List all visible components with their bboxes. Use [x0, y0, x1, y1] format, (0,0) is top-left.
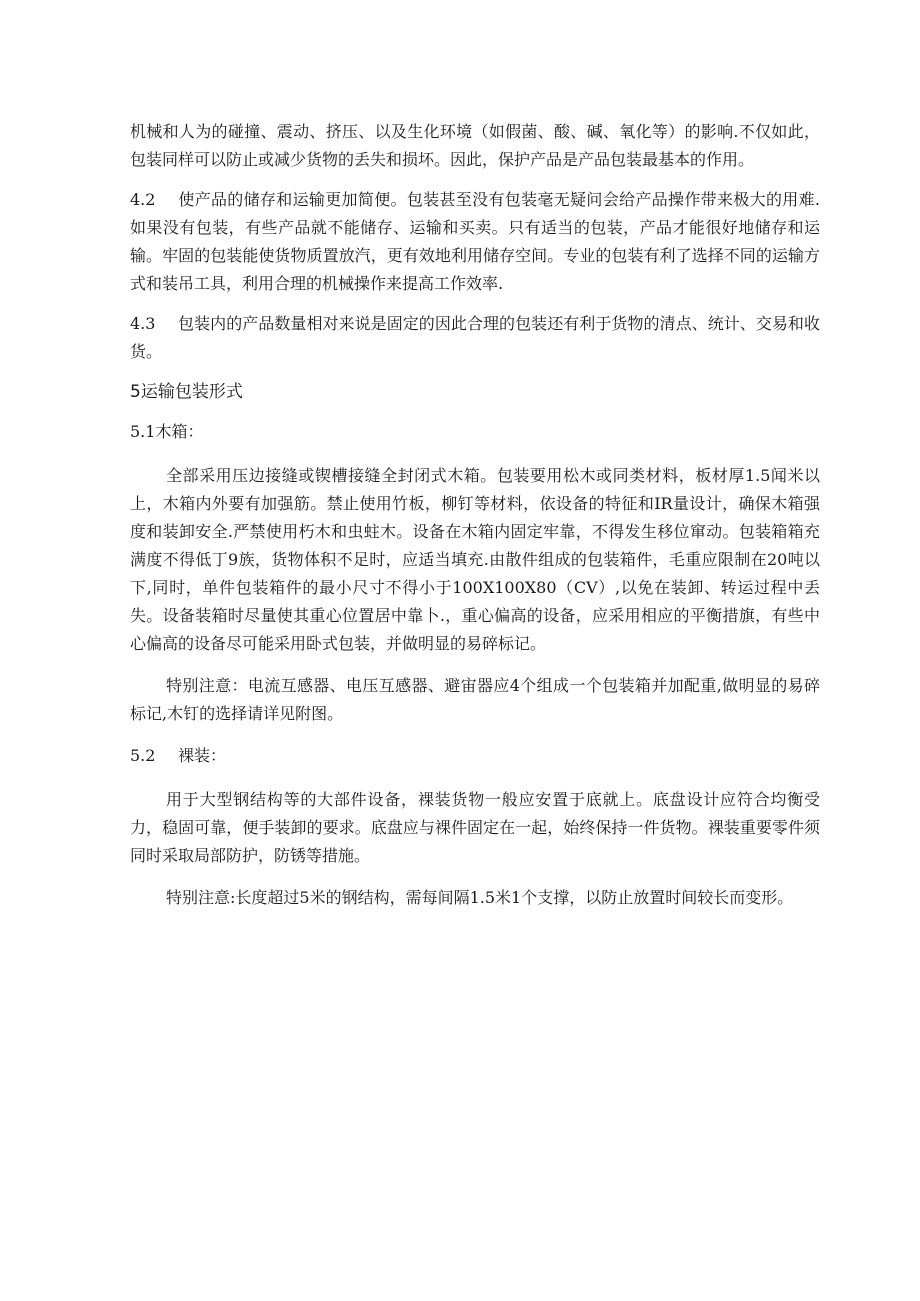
- section-5-1-body: 全部采用压边接缝或锲槽接缝全封闭式木箱。包装要用松木或同类材料，板材厚1.5闻米以上，木箱内外要有加强筋。禁止使用竹板，柳钉等材料，依设备的特征和IR量设计，确保木箱强度和装卸安全.严禁使用朽木和虫蛀木。设备在木箱内固定牢靠，不得发生移位窜动。包装箱箱充满度不得低丁9族，货物体积不足时，应适当填充.由散件组成的包装箱件，毛重应限制在20吨以下,同时，单件包装箱件的最小尺寸不得小于100X100X80（CV）,以免在装卸、转运过程中丢失。设备装箱时尽量使其重心位置居中靠卜.，重心偏高的设备，应采用相应的平衡措旗，有些中心偏高的设备尽可能采用卧式包装，并做明显的易碎标记。: [130, 466, 820, 653]
- intro-paragraph: 机械和人为的碰撞、震动、挤压、以及生化环境（如假菌、酸、碱、氧化等）的影响.不仅如此，包装同样可以防止或减少货物的丢失和损坏。因此，保护产品是产品包装最基本的作用。: [130, 122, 820, 169]
- document-page: [130, 118, 820, 926]
- section-5-2-note: 特别注意:长度超过5米的钢结构，需每间隔1.5米1个支撑，以防止放置时间较长而变形。: [166, 888, 794, 907]
- section-4-2-paragraph: [130, 186, 820, 298]
- section-5-1-heading: 5.1木箱：: [130, 422, 204, 441]
- section-5-heading: 5运输包装形式: [130, 382, 243, 402]
- section-5-2-number: 5.2: [130, 746, 156, 765]
- section-5-2-body: 用于大型钢结构等的大部件设备，裸装货物一般应安置于底就上。底盘设计应符合均衡受力，稳固可靠，便手装卸的要求。底盘应与裸件固定在一起，始终保持一件货物。裸装重要零件须同时采取局部防护，防锈等措施。: [130, 790, 820, 865]
- section-4-3-text: 包装内的产品数量相对来说是固定的因此合理的包装还有利于货物的清点、统计、交易和收货。: [130, 314, 820, 361]
- section-4-2-number: 4.2: [130, 190, 156, 209]
- section-5-1-note: 特别注意：电流互感器、电压互感器、避宙器应4个组成一个包装箱并加配重,做明显的易碎标记,木钉的选择请详见附图。: [130, 676, 820, 723]
- section-5-2-heading-line: [130, 742, 820, 770]
- section-4-2-text: 使产品的储存和运输更加简便。包装甚至没有包装毫无疑问会给产品操作带来极大的用难.如果没有包装，有些产品就不能储存、运输和买卖。只有适当的包装，产品才能很好地储存和运输。牢固的包装能使货物质置放汽，更有效地利用储存空间。专业的包装有利了选择不同的运输方式和装吊工具，利用合理的机械操作来提高工作效率.: [130, 190, 820, 293]
- section-5-2-heading: 裸装：: [178, 746, 227, 765]
- section-4-3-paragraph: [130, 310, 820, 366]
- section-4-3-number: 4.3: [130, 314, 156, 333]
